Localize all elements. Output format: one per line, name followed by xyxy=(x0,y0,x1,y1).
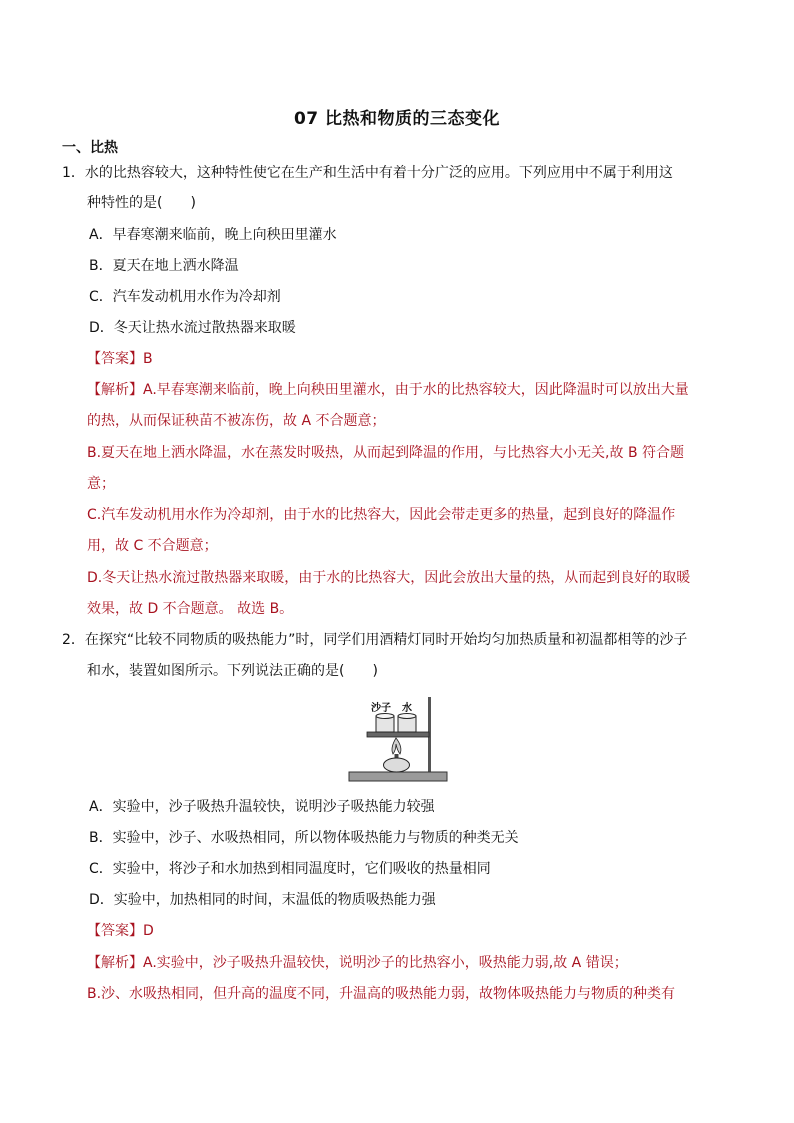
q1-option-d: D．冬天让热水流过散热器来取暖 xyxy=(89,320,296,336)
answer-tag: 【答案】 xyxy=(87,923,143,939)
q2-option-b: B．实验中，沙子、水吸热相同，所以物体吸热能力与物质的种类无关 xyxy=(89,830,519,846)
gauze-platform xyxy=(367,732,429,737)
section-heading: 一、比热 xyxy=(62,140,118,156)
q1-analysis-line2: 的热，从而保证秧苗不被冻伤，故 A 不合题意； xyxy=(87,413,386,429)
q1-analysis-line3: B.夏天在地上洒水降温，水在蒸发时吸热，从而起到降温的作用，与比热容大小无关,故 B 符合题 xyxy=(87,445,685,461)
q2-analysis-line1 xyxy=(87,953,628,973)
q1-stem-line2: 种特性的是( ) xyxy=(87,195,196,211)
q2-option-a: A．实验中，沙子吸热升温较快，说明沙子吸热能力较强 xyxy=(89,799,435,815)
q1-answer xyxy=(87,349,153,369)
q2-option-d: D．实验中，加热相同的时间，末温低的物质吸热能力强 xyxy=(89,892,436,908)
q1-analysis-line8: 效果，故 D 不合题意。 故选 B。 xyxy=(87,601,294,617)
answer-value: D xyxy=(143,923,154,939)
q2-option-c: C．实验中，将沙子和水加热到相同温度时，它们吸收的热量相同 xyxy=(89,861,491,877)
q1-option-a: A．早春寒潮来临前，晚上向秧田里灌水 xyxy=(89,227,337,243)
sand-beaker-rim xyxy=(376,714,394,719)
answer-value: B xyxy=(143,351,153,367)
label-water: 水 xyxy=(402,703,412,714)
page-title: 07 比热和物质的三态变化 xyxy=(293,109,501,129)
analysis-text: A.早春寒潮来临前，晚上向秧田里灌水，由于水的比热容较大，因此降温时可以放出大量 xyxy=(143,382,689,398)
stand-base xyxy=(349,772,447,781)
q1-stem-line1: 1．水的比热容较大，这种特性使它在生产和生活中有着十分广泛的应用。下列应用中不属于利用这 xyxy=(62,165,673,181)
analysis-tag: 【解析】 xyxy=(87,955,143,971)
alcohol-lamp xyxy=(384,758,410,772)
q2-stem-line1: 2．在探究“比较不同物质的吸热能力”时，同学们用酒精灯同时开始均匀加热质量和初温都相等的沙子 xyxy=(62,632,688,648)
q1-option-b: B．夏天在地上洒水降温 xyxy=(89,258,239,274)
q2-stem-line2: 和水，装置如图所示。下列说法正确的是( ) xyxy=(87,663,378,679)
heating-apparatus-illustration xyxy=(343,692,453,784)
q1-analysis-line4: 意； xyxy=(87,476,115,492)
answer-tag: 【答案】 xyxy=(87,351,143,367)
q2-answer xyxy=(87,921,154,941)
q1-analysis-line7: D.冬天让热水流过散热器来取暖，由于水的比热容大，因此会放出大量的热，从而起到良好的取暖 xyxy=(87,570,691,586)
q1-analysis-line5: C.汽车发动机用水作为冷却剂，由于水的比热容大，因此会带走更多的热量，起到良好的降温作 xyxy=(87,507,676,523)
analysis-tag: 【解析】 xyxy=(87,382,143,398)
q1-analysis-line1 xyxy=(87,380,689,400)
q1-analysis-line6: 用，故 C 不合题意； xyxy=(87,538,218,554)
label-sand: 沙子 xyxy=(371,703,391,714)
flame xyxy=(392,738,401,754)
apparatus-figure xyxy=(343,692,453,784)
q1-option-c: C．汽车发动机用水作为冷却剂 xyxy=(89,289,281,305)
q2-analysis-line2: B.沙、水吸热相同，但升高的温度不同，升温高的吸热能力弱，故物体吸热能力与物质的种类有 xyxy=(87,986,676,1002)
water-beaker-rim xyxy=(398,714,416,719)
analysis-text: A.实验中，沙子吸热升温较快，说明沙子的比热容小，吸热能力弱,故 A 错误； xyxy=(143,955,628,971)
